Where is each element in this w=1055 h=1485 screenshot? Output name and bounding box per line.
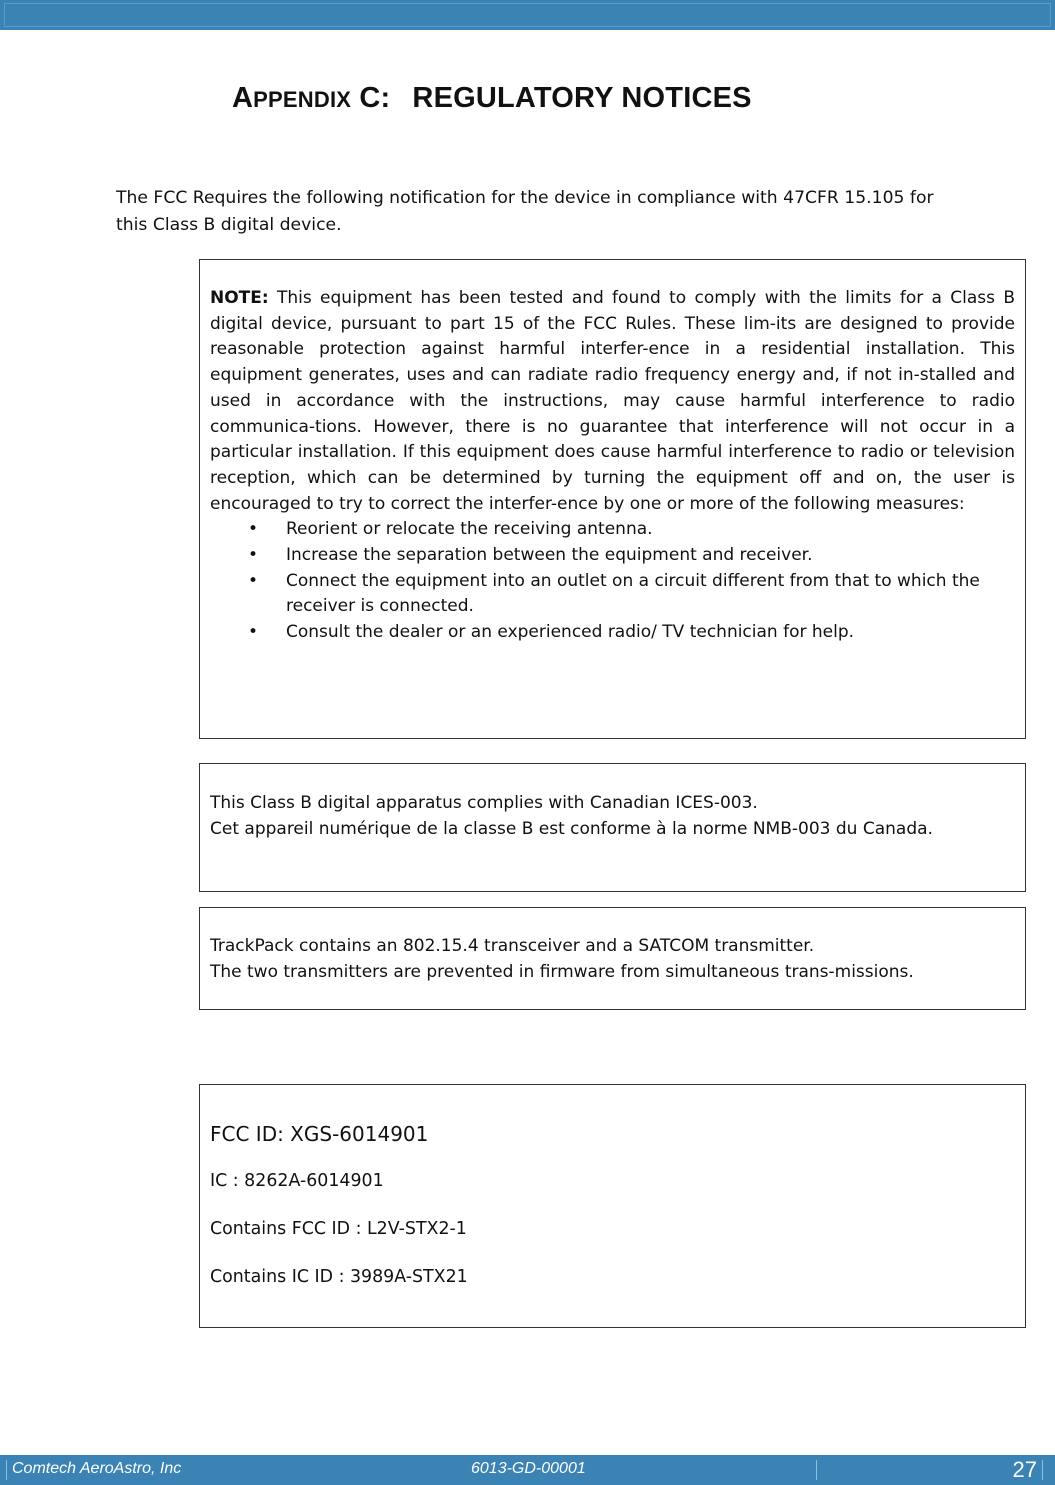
title-main: REGULATORY NOTICES [412, 82, 752, 114]
footer-doc-number: 6013-GD-00001 [471, 1460, 586, 1477]
title-initial: A [232, 82, 254, 114]
bullet-icon: • [248, 519, 259, 540]
ids-box [199, 1084, 1026, 1328]
contains-fcc-id: Contains FCC ID : L2V-STX2-1 [210, 1219, 467, 1239]
list-item-text: Reorient or relocate the receiving antenna. [286, 519, 653, 540]
trackpack-line-2: The two transmitters are prevented in firmware from simultaneous trans-missions. [210, 962, 914, 982]
footer-divider [6, 1460, 7, 1480]
bullet-icon: • [248, 622, 259, 643]
list-item-text: Increase the separation between the equipment and receiver. [286, 545, 813, 566]
list-item-text: Consult the dealer or an experienced radio/ TV technician for help. [286, 622, 855, 643]
intro-paragraph: The FCC Requires the following notification for the device in compliance with 47CFR 15.105 for this Class B digital device. [116, 188, 934, 235]
footer-divider [816, 1460, 817, 1480]
fcc-id: FCC ID: XGS-6014901 [210, 1122, 429, 1146]
header-bar [0, 0, 1055, 30]
list-item [210, 517, 1015, 543]
page-number: 27 [1012, 1457, 1037, 1482]
footer-company: Comtech AeroAstro, Inc [12, 1460, 182, 1477]
page-title [232, 82, 752, 115]
note-text: This equipment has been tested and found to comply with the limits for a Class B digital device, pursuant to part 15 of the FCC Rules. These lim-its are designed to provide reasonable protection against harmful interfer-ence in a residential installation. This equipment generates, uses and can radiate radio frequency energy and, if not in-stalled and used in accordance with the instructions, may cause harmful interference to radio communica-tions. However, there is no guarantee that interference will not occur in a particular installation. If this equipment does cause harmful interference to radio or television reception, which can be determined by turning the equipment off and on, the user is encouraged to try to correct the interfer-ence by one or more of the following measures: [210, 288, 1015, 514]
footer-bar [0, 1455, 1055, 1485]
list-item-text: Connect the equipment into an outlet on a circuit different from that to which the receiver is connected. [286, 570, 980, 617]
list-item [210, 543, 1015, 569]
canada-notice-box [199, 763, 1026, 892]
fcc-note-box [199, 259, 1026, 739]
canada-line-french: Cet appareil numérique de la classe B est conforme à la norme NMB-003 du Canada. [210, 819, 933, 839]
ic-id: IC : 8262A-6014901 [210, 1171, 384, 1191]
title-smallcaps: PPENDIX [253, 87, 352, 112]
measures-list [210, 517, 1015, 646]
list-item [210, 620, 1015, 646]
trackpack-notice-box [199, 907, 1026, 1010]
canada-line-english: This Class B digital apparatus complies with Canadian ICES-003. [210, 793, 758, 813]
bullet-icon: • [248, 545, 259, 566]
note-label: NOTE: [210, 288, 269, 308]
list-item [210, 569, 1015, 620]
contains-ic-id: Contains IC ID : 3989A-STX21 [210, 1267, 468, 1287]
bullet-icon: • [248, 570, 259, 591]
footer-divider [1042, 1460, 1043, 1480]
title-letter: C: [359, 82, 391, 114]
trackpack-line-1: TrackPack contains an 802.15.4 transceiver and a SATCOM transmitter. [210, 936, 815, 956]
fcc-note-paragraph [210, 286, 1015, 517]
